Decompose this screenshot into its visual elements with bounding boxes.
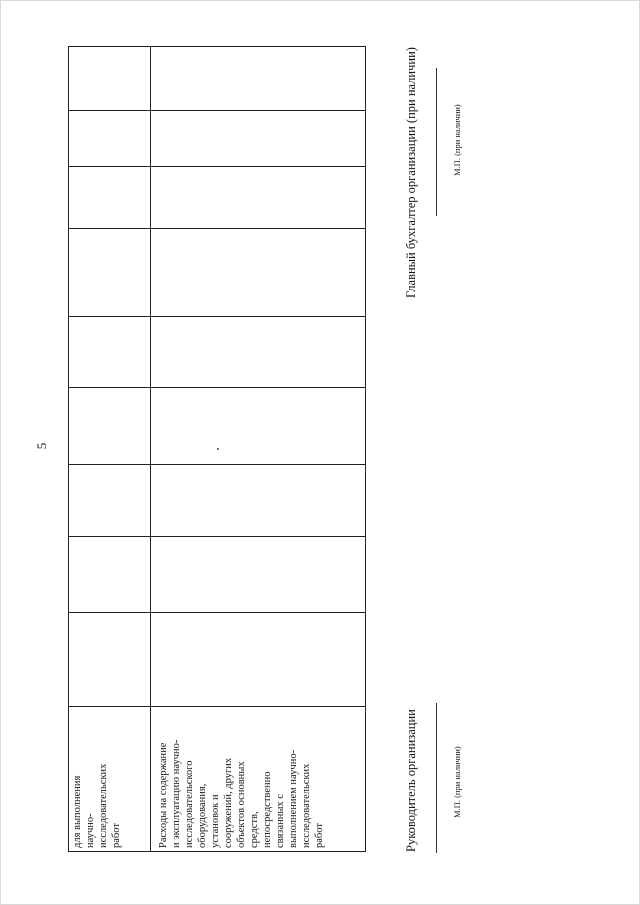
head-signature-line — [436, 703, 437, 853]
table-column-line — [68, 166, 366, 167]
scan-speck — [217, 448, 219, 450]
table-column-line — [68, 316, 366, 317]
table-column-line — [68, 464, 366, 465]
accountant-stamp-note: М.П. (при наличии) — [452, 104, 462, 176]
table-column-line — [68, 228, 366, 229]
table-row-label: для выполнения научно- исследовательских работ — [72, 763, 122, 848]
table-column-line — [68, 387, 366, 388]
financial-table — [68, 46, 366, 852]
table-column-line — [68, 706, 366, 707]
table-border-top — [68, 46, 366, 47]
table-column-line — [68, 612, 366, 613]
table-row-label: Расходы на содержание и эксплуатацию научно- исследовательского оборудования, установок и сооружений, других объектов основных средств, непосредственно связанных с выполнением научно- исследовательских работ — [158, 739, 325, 848]
head-signatory-title: Руководитель организации — [404, 709, 418, 852]
accountant-signature-line — [436, 68, 437, 216]
table-column-line — [68, 536, 366, 537]
page-number: 5 — [34, 442, 49, 450]
table-border-bottom — [68, 851, 366, 852]
head-stamp-note: М.П. (при наличии) — [452, 746, 462, 818]
accountant-signatory-title: Главный бухгалтер организации (при наличии) — [404, 47, 418, 298]
table-column-line — [68, 110, 366, 111]
